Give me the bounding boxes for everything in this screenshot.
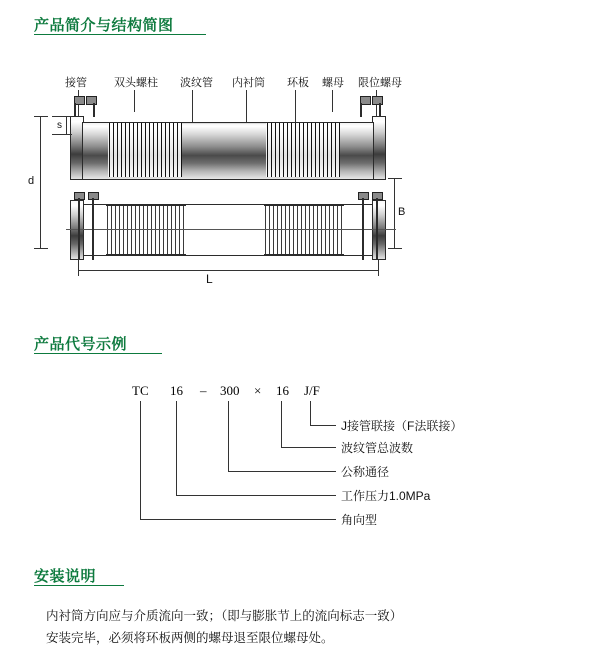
code-desc-waves: 波纹管总波数 xyxy=(341,441,414,455)
dimension-B-tick-top xyxy=(388,178,402,179)
tie-rod-lower-right-1 xyxy=(362,198,364,260)
bellows-upper-left xyxy=(108,123,182,177)
stud-upper-right-1 xyxy=(360,103,362,117)
nut-upper-right-outer xyxy=(372,96,383,105)
dimension-label-L: L xyxy=(206,272,213,286)
structure-diagram xyxy=(0,60,600,320)
callout-label-huanban: 环板 xyxy=(287,77,309,89)
code-desc-diameter: 公称通径 xyxy=(341,465,390,479)
callout-label-bowenguan: 波纹管 xyxy=(180,77,213,89)
code-token-times: × xyxy=(254,383,262,398)
code-leader-pressure xyxy=(176,401,177,495)
callout-label-luomu: 螺母 xyxy=(322,77,344,89)
dimension-s-tick-top xyxy=(52,116,72,117)
callout-label-neichentong: 内衬筒 xyxy=(232,77,265,89)
ring-plate-lower-left xyxy=(70,200,84,260)
code-leader-waves xyxy=(281,401,282,447)
bellows-lower-left xyxy=(106,205,186,255)
nut-upper-left-inner xyxy=(86,96,97,105)
dimension-L-line xyxy=(78,270,378,271)
code-hook-connection xyxy=(310,425,336,426)
code-hook-waves xyxy=(281,447,336,448)
callout-leader-2 xyxy=(134,90,135,112)
section-title-code: 产品代号示例 xyxy=(34,336,128,353)
callout-label-jieguan: 接管 xyxy=(65,77,87,89)
code-hook-diameter xyxy=(228,471,336,472)
code-token-diameter: 300 xyxy=(220,383,240,398)
bellows-lower-right xyxy=(264,205,344,255)
tie-rod-lower-left-1 xyxy=(78,198,80,260)
section-underline-code xyxy=(34,353,162,354)
dimension-L-tick-left xyxy=(78,260,79,276)
stud-upper-left-1 xyxy=(74,103,76,117)
code-token-waves: 16 xyxy=(276,383,289,398)
code-desc-connection: J接管联接（F法联接） xyxy=(341,419,463,433)
tie-rod-lower-left-2 xyxy=(92,198,94,260)
dimension-label-d: d xyxy=(28,175,35,187)
install-note-1: 内衬筒方向应与介质流向一致；（即与膨胀节上的流向标志一致） xyxy=(46,609,403,623)
stud-upper-left-2 xyxy=(93,103,95,117)
callout-label-xianweiluomu: 限位螺母 xyxy=(358,77,402,89)
section-underline-install xyxy=(34,585,124,586)
code-leader-connection xyxy=(310,401,311,425)
dimension-d-tick-bottom xyxy=(34,248,48,249)
callout-leader-5 xyxy=(295,90,296,124)
code-token-pressure: 16 xyxy=(170,383,183,398)
install-note-2: 安装完毕，必须将环板两侧的螺母退至限位螺母处。 xyxy=(46,631,334,645)
code-desc-series: 角向型 xyxy=(341,513,378,527)
ring-plate-upper-right xyxy=(372,116,386,180)
stud-upper-right-2 xyxy=(379,103,381,117)
dimension-s-tick-bottom xyxy=(52,134,72,135)
dimension-L-tick-right xyxy=(378,260,379,276)
tie-rod-lower-right-2 xyxy=(376,198,378,260)
code-hook-series xyxy=(140,519,336,520)
dimension-B-tick-bottom xyxy=(388,248,402,249)
section-underline-structure xyxy=(34,34,206,35)
code-leader-series xyxy=(140,401,141,519)
section-title-install: 安装说明 xyxy=(34,568,97,585)
code-leader-diameter xyxy=(228,401,229,471)
dimension-label-s: s xyxy=(57,120,62,131)
dimension-B-line xyxy=(394,178,395,248)
dimension-d-line xyxy=(40,116,41,248)
callout-label-shuangtouluozhu: 双头螺柱 xyxy=(114,77,158,89)
product-code-diagram xyxy=(0,355,600,545)
dimension-label-B: B xyxy=(398,206,406,218)
callout-leader-6 xyxy=(332,90,333,112)
code-token-series: TC xyxy=(132,383,149,398)
bellows-upper-right xyxy=(266,123,340,177)
section-title-structure: 产品简介与结构简图 xyxy=(34,17,174,34)
centre-line-lower xyxy=(66,229,396,230)
liner-upper-top-edge xyxy=(182,123,266,124)
code-hook-pressure xyxy=(176,495,336,496)
ring-plate-lower-right xyxy=(372,200,386,260)
code-token-connection: J/F xyxy=(304,383,320,398)
code-token-dash: – xyxy=(200,383,207,398)
dimension-s-line xyxy=(66,116,67,134)
dimension-d-tick-top xyxy=(34,116,48,117)
code-desc-pressure: 工作压力1.0MPa xyxy=(341,489,431,503)
